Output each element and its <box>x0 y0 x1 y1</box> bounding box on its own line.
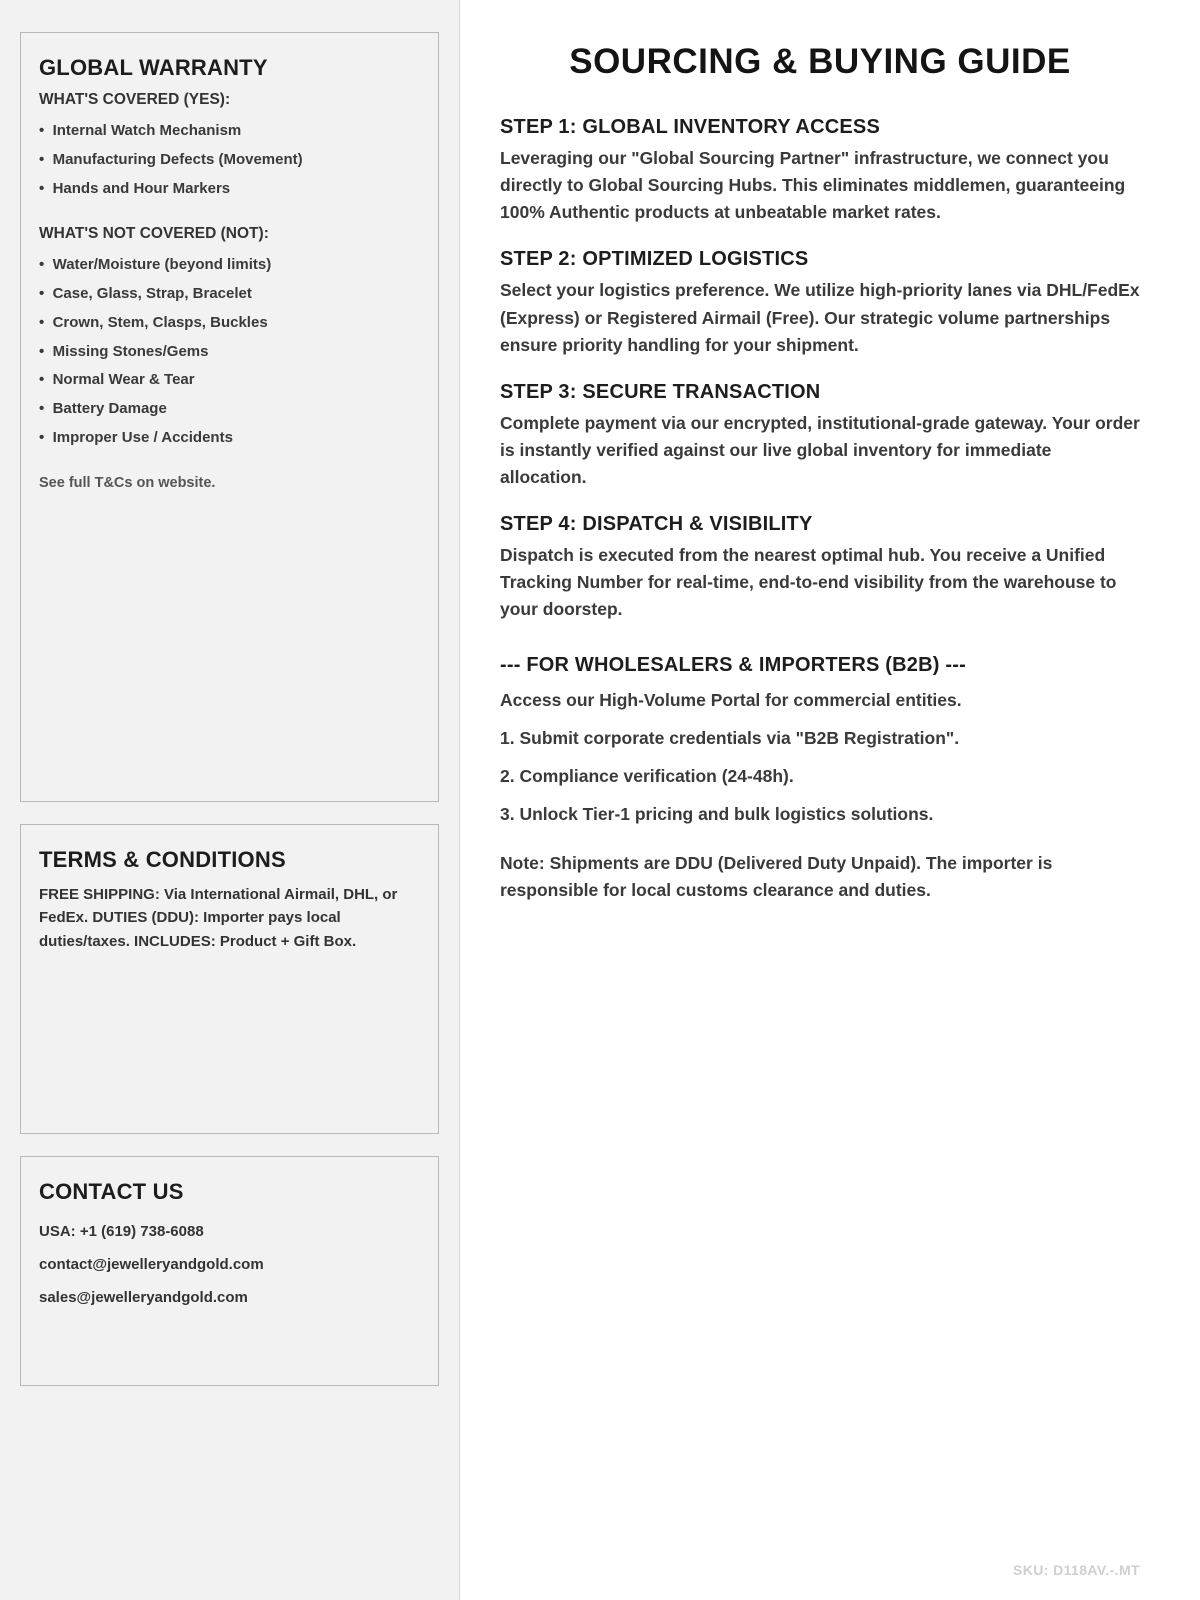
contact-phone[interactable]: USA: +1 (619) 738-6088 <box>39 1223 204 1240</box>
list-item: • Missing Stones/Gems <box>39 338 420 367</box>
sku-label: SKU: D118AV.-.MT <box>1013 1562 1140 1578</box>
contact-us-panel <box>20 1156 439 1386</box>
global-warranty-panel <box>20 32 439 802</box>
list-item: • Case, Glass, Strap, Bracelet <box>39 280 420 309</box>
warranty-not-covered-heading: WHAT'S NOT COVERED (NOT): <box>39 225 269 243</box>
step-2 <box>500 248 1140 358</box>
step-3-body: Complete payment via our encrypted, institutional-grade gateway. Your order is instantly verified against our live global inventory for immediate allocation. <box>500 412 1140 487</box>
list-item: • Internal Watch Mechanism <box>39 117 420 146</box>
warranty-footnote: See full T&Cs on website. <box>39 474 216 491</box>
list-item: • Battery Damage <box>39 395 420 424</box>
warranty-not-covered-list <box>39 251 420 452</box>
main-content <box>460 0 1200 1600</box>
list-item: • Normal Wear & Tear <box>39 366 420 395</box>
step-3 <box>500 381 1140 491</box>
left-sidebar <box>0 0 460 1600</box>
contact-title: CONTACT US <box>39 1179 184 1204</box>
contact-email-sales[interactable]: sales@jewelleryandgold.com <box>39 1289 248 1306</box>
step-4 <box>500 513 1140 623</box>
list-item: • Hands and Hour Markers <box>39 175 420 204</box>
terms-body: FREE SHIPPING: Via International Airmail, DHL, or FedEx. DUTIES (DDU): Importer pays local duties/taxes. INCLUDES: Product + Gift Box. <box>39 886 398 950</box>
step-2-body: Select your logistics preference. We utilize high-priority lanes via DHL/FedEx (Express) or Registered Airmail (Free). Our strategic volume partnerships ensure priority handling for your shipment. <box>500 280 1140 355</box>
step-3-title: STEP 3: SECURE TRANSACTION <box>500 380 821 403</box>
terms-title: TERMS & CONDITIONS <box>39 847 286 872</box>
section-spacer <box>39 203 420 225</box>
page-title: SOURCING & BUYING GUIDE <box>569 42 1071 81</box>
step-1 <box>500 116 1140 226</box>
step-4-body: Dispatch is executed from the nearest optimal hub. You receive a Unified Tracking Number for real-time, end-to-end visibility from the warehouse to your doorstep. <box>500 545 1117 620</box>
warranty-covered-list <box>39 117 420 203</box>
contact-email-primary[interactable]: contact@jewelleryandgold.com <box>39 1256 264 1273</box>
list-item: • Improper Use / Accidents <box>39 424 420 453</box>
b2b-intro: Access our High-Volume Portal for commercial entities. <box>500 689 962 710</box>
terms-conditions-panel <box>20 824 439 1134</box>
b2b-step-2: 2. Compliance verification (24-48h). <box>500 766 794 786</box>
b2b-section-title: --- FOR WHOLESALERS & IMPORTERS (B2B) --- <box>500 653 966 676</box>
step-1-body: Leveraging our "Global Sourcing Partner" infrastructure, we connect you directly to Global Sourcing Hubs. This eliminates middlemen, guaranteeing 100% Authentic products at unbeatable market rates. <box>500 148 1126 223</box>
step-2-title: STEP 2: OPTIMIZED LOGISTICS <box>500 248 809 271</box>
b2b-ddu-note: Note: Shipments are DDU (Delivered Duty Unpaid). The importer is responsible for local customs clearance and duties. <box>500 852 1053 900</box>
step-1-title: STEP 1: GLOBAL INVENTORY ACCESS <box>500 116 880 138</box>
b2b-step-1: 1. Submit corporate credentials via "B2B Registration". <box>500 727 960 748</box>
warranty-covered-heading: WHAT'S COVERED (YES): <box>39 91 231 108</box>
warranty-title: GLOBAL WARRANTY <box>39 55 268 80</box>
list-item: • Manufacturing Defects (Movement) <box>39 146 420 175</box>
list-item: • Water/Moisture (beyond limits) <box>39 251 420 280</box>
b2b-step-3: 3. Unlock Tier-1 pricing and bulk logistics solutions. <box>500 804 934 825</box>
list-item: • Crown, Stem, Clasps, Buckles <box>39 309 420 338</box>
step-4-title: STEP 4: DISPATCH & VISIBILITY <box>500 513 813 536</box>
